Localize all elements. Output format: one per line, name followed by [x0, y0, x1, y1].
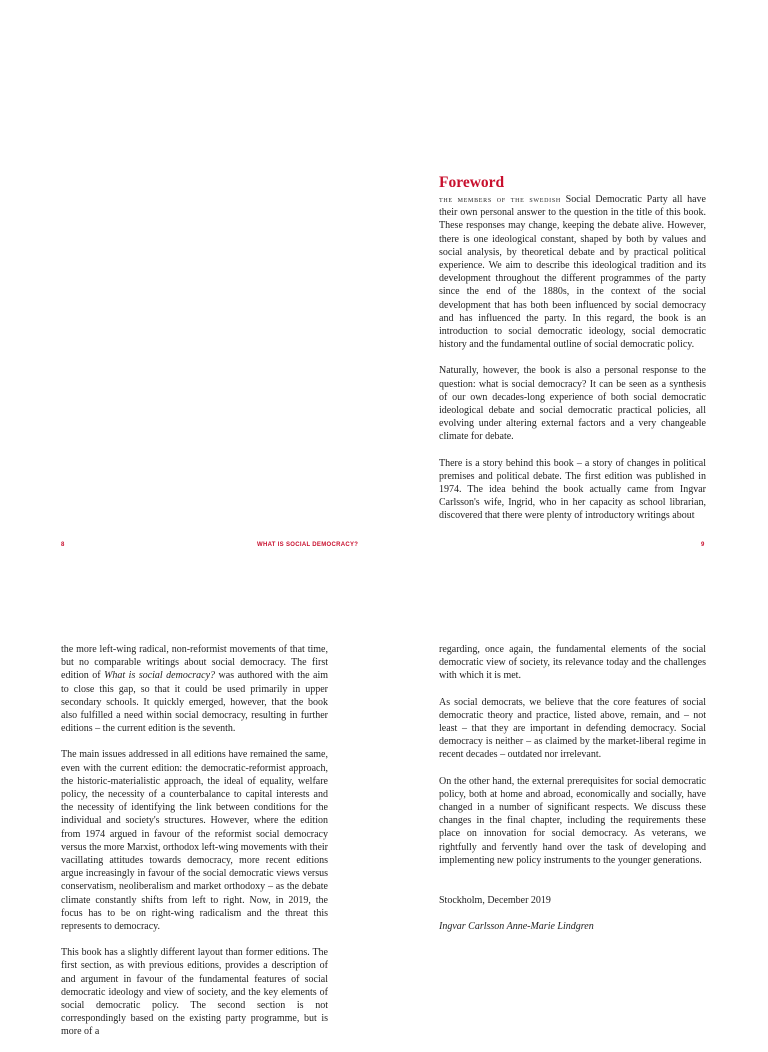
page-number-right: 9: [701, 542, 705, 548]
place-date: Stockholm, December 2019: [439, 895, 551, 907]
left-page-column: [61, 643, 328, 1052]
paragraph-text: the more left-wing radical, non-reformist movements of that time, but no comparable writings about social democracy. The first edition of: [61, 644, 328, 682]
body-paragraph-2: The main issues addressed in all editions have remained the same, even with the current edition: the democratic-reformist approach, the historic-materialistic approach, the ideal of equality, welfare policy, the necessity of a counterbalance to capital interests and the necessity of identifying the link between conditions for the individual and society's structures. However, where the edition from 1974 argued in favour of the reformist social democracy versus the more Marxist, orthodox left-wing movements with their vacillating attitudes towards democracy, more recent editions argue increasingly in favour of the social democratic views versus conservatism, neoliberalism and market orthodoxy – as the debate climate constantly shifts from left to right. Now, in 2019, the focus has to be on right-wing radicalism and the threat this represents to democracy.: [61, 749, 328, 933]
spacer: [439, 880, 706, 894]
foreword-column: [439, 193, 706, 536]
foreword-paragraph-2: Naturally, however, the book is also a personal response to the question: what is social democracy? It can be seen as a synthesis of our own decades-long experience of both social democratic ideological debate and social democratic practical policies, all evolving under altering external factors and a very changeable climate for debate.: [439, 365, 706, 443]
body-paragraph-1: [61, 643, 328, 735]
right-page-column: [439, 643, 706, 946]
running-title: WHAT IS SOCIAL DEMOCRACY?: [257, 542, 359, 548]
lead-text: Social Democratic Party all have their own personal answer to the question in the title of this book. These responses may change, keeping the debate alive. However, there is one ideological constant, shaped by both by values and social analysis, by theoretical debate and by practical political experience. We aim to describe this ideological tradition and its development throughout the different programmes of the party since the end of the 1880s, in the context of the social development that has both been influenced by social democracy and has influenced the party. In this regard, the book is an introduction to social democratic ideology, social democratic history and the fundamental outline of social democratic policy.: [439, 194, 706, 351]
book-title-italic: What is social democracy?: [104, 670, 216, 682]
author-names: Ingvar Carlsson Anne-Marie Lindgren: [439, 921, 594, 933]
chapter-heading: Foreword: [439, 174, 505, 191]
body-paragraph-3: This book has a slightly different layout than former editions. The first section, as with previous editions, provides a description of and argument in favour of the fundamental features of social democratic ideology and view of society, and the key elements of social democratic policy. The second section is not correspondingly based on the existing party programme, but is more of a: [61, 947, 328, 1038]
foreword-lead-paragraph: [439, 193, 706, 351]
paragraph-text: was authored with the aim to close this gap, so that it could be used primarily in upper secondary schools. It quickly emerged, however, that the book also fulfilled a need within social democracy, resulting in further editions – the current edition is the seventh.: [61, 670, 328, 735]
body-paragraph-5: As social democrats, we believe that the core features of social democratic theory and practice, listed above, remain, and – not least – that they are important in defending democracy. Social democracy is neither – as claimed by the market-liberal regime in recent decades – outdated nor irrelevant.: [439, 696, 706, 761]
page-number-left: 8: [61, 542, 65, 548]
body-paragraph-4: regarding, once again, the fundamental elements of the social democratic view of society, its relevance today and the challenges with which it is met.: [439, 644, 706, 682]
body-paragraph-6: On the other hand, the external prerequisites for social democratic policy, both at home and abroad, economically and socially, have changed in a number of significant respects. We discuss these changes in the final chapter, including the requirements these place on innovation for social democracy. As veterans, we rightfully and fervently hand over the task of developing and implementing new policy instruments to the younger generations.: [439, 775, 706, 866]
lead-smallcaps: the members of the swedish: [439, 195, 561, 204]
foreword-paragraph-3: There is a story behind this book – a story of changes in political premises and political debate. The first edition was published in 1974. The idea behind the book actually came from Ingvar Carlsson's wife, Ingrid, who in her capacity as school librarian, discovered that there were plenty of introductory writings about: [439, 457, 706, 522]
